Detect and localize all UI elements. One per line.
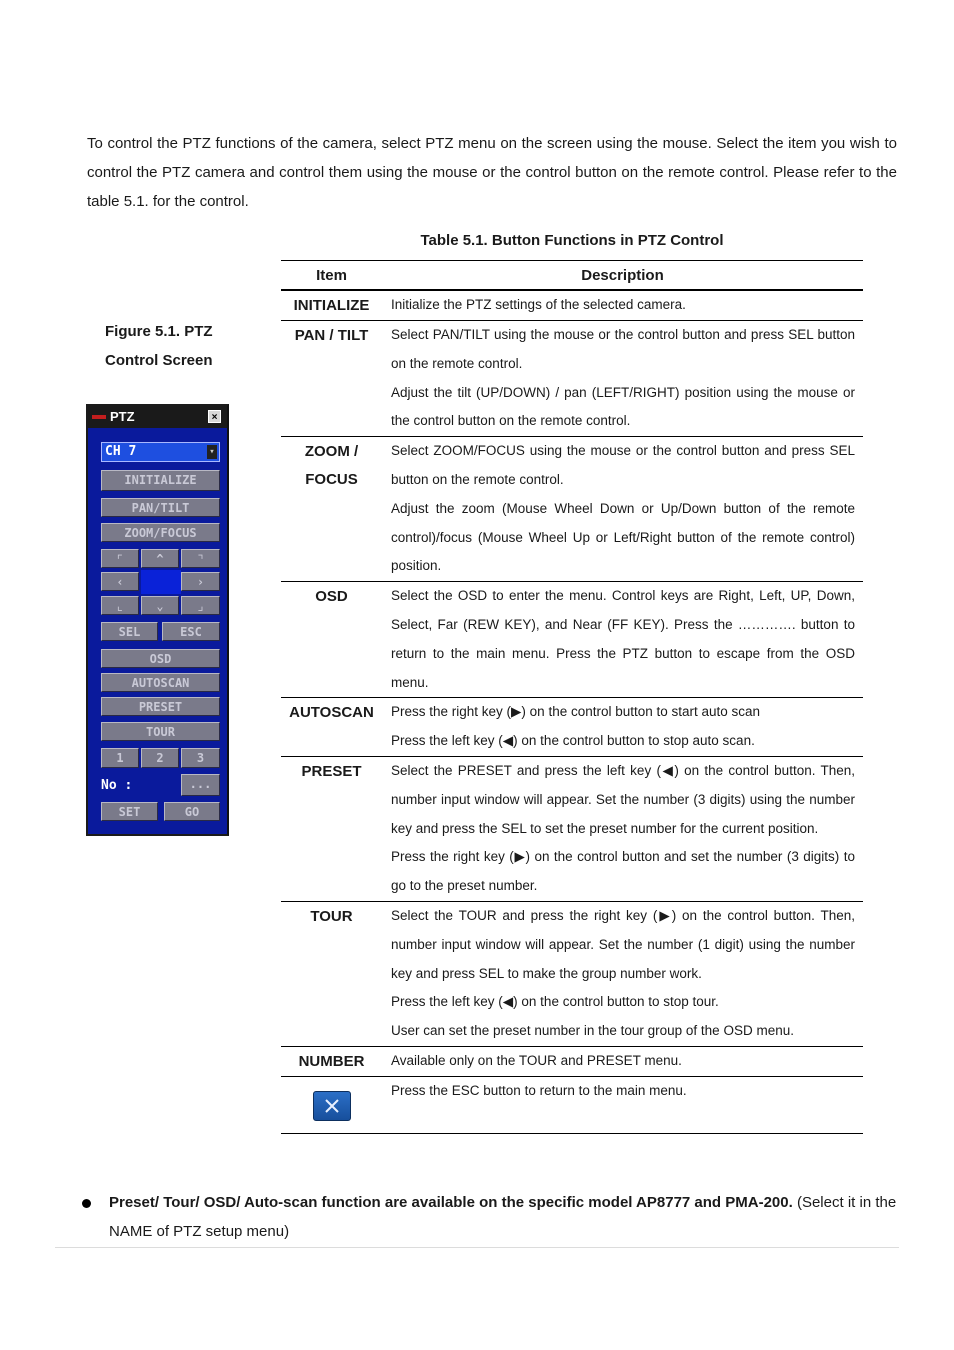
table-row — [281, 756, 863, 901]
desc-text: Press the right key (▶) on the control button and set the number (3 digits) to go to the preset number. — [391, 849, 855, 894]
arrow-left-button[interactable]: ‹ — [101, 572, 139, 591]
table-row — [281, 1076, 863, 1133]
arrow-down-left-button[interactable]: ⌞ — [101, 596, 139, 615]
arrow-down-right-button[interactable]: ⌟ — [181, 596, 220, 615]
row-desc-preset — [382, 756, 863, 901]
ptz-panel-titlebar — [88, 406, 227, 428]
model-note — [109, 1188, 899, 1246]
desc-text: Select the TOUR and press the right key (▶) on the control button. Then, number input window will appear. Set the number (1 digit) using the number key and press SEL to make the group number work. — [391, 907, 855, 981]
desc-text: Select the PRESET and press the left key (◀) on the control button. Then, number input window will appear. Set the number (3 digits) using the number key and press the SEL to set the preset number for the current position. — [391, 762, 855, 836]
desc-text: Press the left key (◀) on the control button to stop auto scan. — [391, 733, 755, 749]
desc-text: Select PAN/TILT using the mouse or the control button and press SEL button on the remote control. — [391, 327, 855, 371]
desc-text: User can set the preset number in the tour group of the OSD menu. — [391, 1023, 794, 1039]
set-button[interactable]: SET — [101, 802, 158, 821]
channel-value: CH 7 — [105, 444, 137, 459]
autoscan-button[interactable]: AUTOSCAN — [101, 673, 220, 692]
chevron-down-icon[interactable]: ▾ — [207, 445, 217, 459]
esc-button[interactable]: ESC — [162, 622, 220, 641]
row-item-autoscan: AUTOSCAN — [281, 698, 382, 757]
desc-text: Press the ESC button to return to the main menu. — [391, 1082, 687, 1098]
row-item-preset: PRESET — [281, 756, 382, 901]
close-icon[interactable]: × — [208, 410, 221, 423]
col-header-description: Description — [382, 261, 863, 291]
number-3-button[interactable]: 3 — [181, 748, 220, 768]
figure-caption — [105, 317, 235, 375]
figure-caption-line2: Control Screen — [105, 352, 213, 369]
desc-text: Press the right key (▶) on the control button to start auto scan — [391, 704, 761, 720]
arrow-right-button[interactable]: › — [181, 572, 220, 591]
arrow-up-left-button[interactable]: ⌜ — [101, 549, 139, 568]
arrow-up-button[interactable]: ^ — [141, 549, 179, 568]
figure-caption-line1: Figure 5.1. PTZ — [105, 323, 213, 340]
osd-button[interactable]: OSD — [101, 649, 220, 668]
model-note-bold: Preset/ Tour/ OSD/ Auto-scan function are available on the specific model AP8777 and PMA-200. — [109, 1194, 793, 1211]
table-title: Table 5.1. Button Functions in PTZ Control — [420, 232, 724, 249]
desc-text: Adjust the zoom (Mouse Wheel Down or Up/Down button of the remote control)/focus (Mouse Wheel Up or Left/Right button of the remote control) position. — [391, 500, 855, 574]
preset-button[interactable]: PRESET — [101, 697, 220, 716]
row-item-zoom-focus — [281, 437, 382, 582]
row-item-tour: TOUR — [281, 901, 382, 1046]
close-x-icon — [313, 1091, 351, 1121]
go-button[interactable]: GO — [164, 802, 220, 821]
number-label: No : — [101, 778, 133, 793]
row-desc-pan-tilt — [382, 321, 863, 437]
ptz-functions-table — [281, 260, 863, 1134]
model-note-normal: (Select it in the NAME of PTZ setup menu) — [109, 1194, 897, 1240]
table-row — [281, 582, 863, 698]
table-row — [281, 901, 863, 1046]
row-item-pan-tilt: PAN / TILT — [281, 321, 382, 437]
row-item-number: NUMBER — [281, 1046, 382, 1076]
row-desc-esc — [382, 1076, 863, 1133]
desc-text: Select ZOOM/FOCUS using the mouse or the control button and press SEL button on the remote control. — [391, 443, 855, 487]
row-item-esc — [281, 1076, 382, 1133]
desc-text: Adjust the tilt (UP/DOWN) / pan (LEFT/RIGHT) position using the mouse or the control button on the remote control. — [391, 384, 855, 429]
table-row — [281, 290, 863, 321]
desc-text: Available only on the TOUR and PRESET menu. — [391, 1052, 682, 1068]
col-header-item: Item — [281, 261, 382, 291]
table-row — [281, 698, 863, 757]
item-text-line2: FOCUS — [305, 471, 358, 489]
direction-pad-center[interactable] — [141, 570, 181, 594]
row-desc-autoscan — [382, 698, 863, 757]
row-item-osd: OSD — [281, 582, 382, 698]
initialize-button[interactable]: INITIALIZE — [101, 470, 220, 491]
table-header-row — [281, 261, 863, 291]
zoom-focus-button[interactable]: ZOOM/FOCUS — [101, 523, 220, 542]
number-input-button[interactable]: ... — [181, 774, 220, 796]
bullet-dot-icon — [82, 1199, 91, 1208]
brand-logo-icon — [92, 415, 106, 419]
desc-text: Press the left key (◀) on the control button to stop tour. — [391, 994, 719, 1010]
item-text-line1: ZOOM / — [304, 443, 359, 461]
tour-button[interactable]: TOUR — [101, 722, 220, 741]
intro-paragraph: To control the PTZ functions of the camera, select PTZ menu on the screen using the mouse. Select the item you wish to control the PTZ camera and control them using the mouse or the control button on the remote control. Please refer to the table 5.1. for the control. — [87, 135, 897, 210]
row-desc-initialize — [382, 290, 863, 321]
sel-button[interactable]: SEL — [101, 622, 158, 641]
row-desc-tour — [382, 901, 863, 1046]
row-item-initialize: INITIALIZE — [281, 290, 382, 321]
pan-tilt-button[interactable]: PAN/TILT — [101, 498, 220, 517]
table-row — [281, 321, 863, 437]
number-2-button[interactable]: 2 — [141, 748, 179, 768]
arrow-down-button[interactable]: ⌄ — [141, 596, 179, 615]
desc-text: Select the OSD to enter the menu. Control keys are Right, Left, UP, Down, Select, Far (REW KEY), and Near (FF KEY). Press the …………. button to return to the main menu. Press the PTZ button to escape from the OSD menu. — [391, 588, 855, 690]
table-row — [281, 1046, 863, 1076]
row-desc-number — [382, 1046, 863, 1076]
channel-select[interactable] — [101, 442, 220, 462]
footer-divider — [55, 1247, 899, 1248]
table-row — [281, 437, 863, 582]
row-desc-osd — [382, 582, 863, 698]
arrow-up-right-button[interactable]: ⌝ — [181, 549, 220, 568]
row-desc-zoom-focus — [382, 437, 863, 582]
ptz-control-panel — [86, 404, 229, 836]
number-1-button[interactable]: 1 — [101, 748, 139, 768]
ptz-panel-title: PTZ — [110, 409, 135, 424]
desc-text: Initialize the PTZ settings of the selected camera. — [391, 297, 686, 312]
